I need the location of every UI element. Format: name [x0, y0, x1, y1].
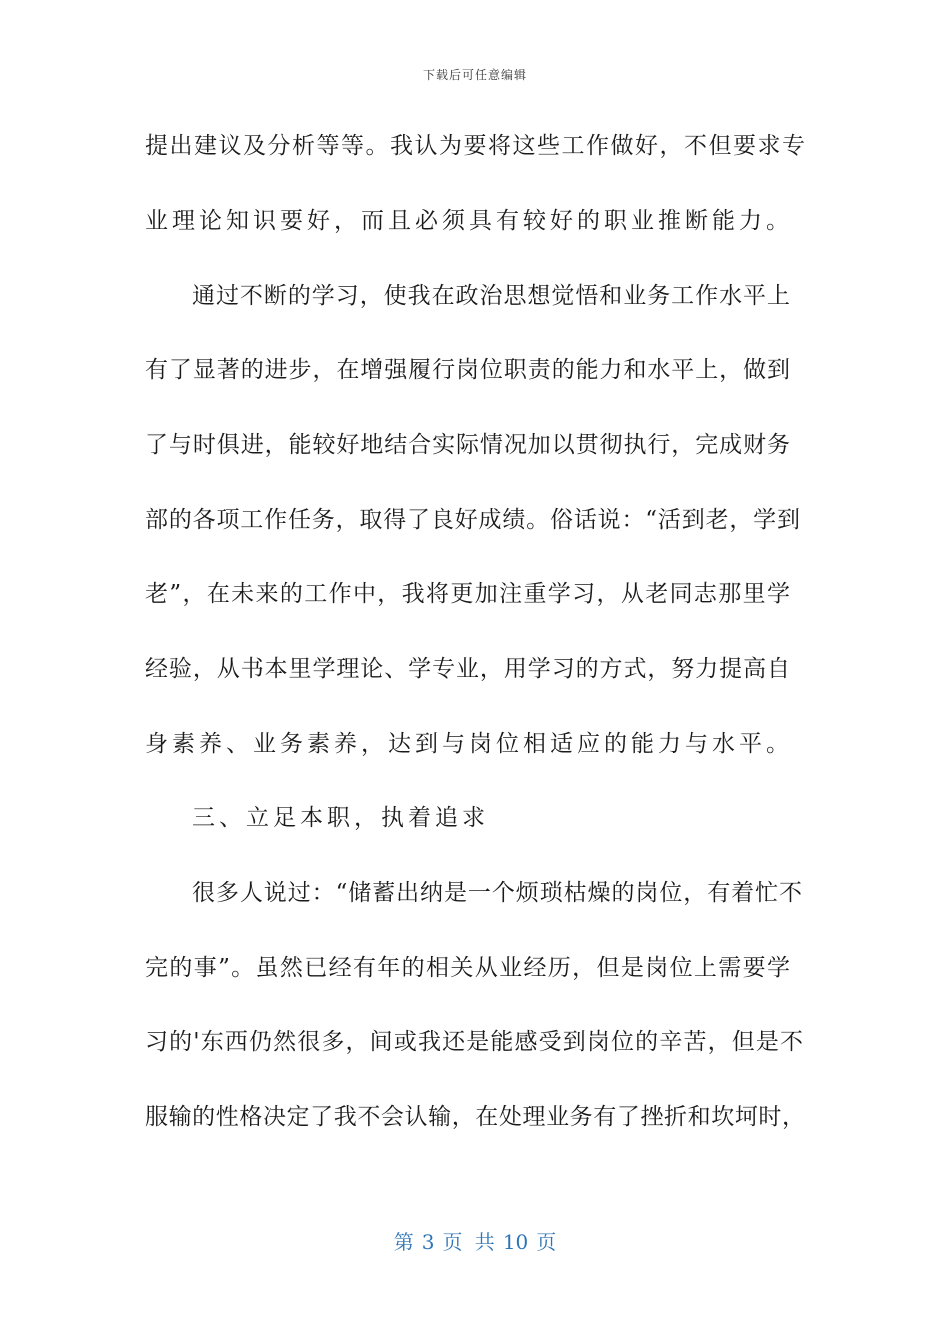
- page-header-note: 下载后可任意编辑: [422, 68, 527, 82]
- text-line-7: 老”，在未来的工作中，我将更加注重学习，从老同志那里学: [145, 581, 790, 607]
- page-prefix: 第: [393, 1230, 414, 1254]
- text-line-4: 有了显著的进步，在增强履行岗位职责的能力和水平上，做到: [145, 357, 790, 383]
- text-line-14: 服输的性格决定了我不会认输，在处理业务有了挫折和坎坷时，: [145, 1104, 805, 1130]
- page-suffix: 页: [536, 1230, 557, 1254]
- page-total: 10: [502, 1230, 529, 1254]
- text-line-5: 了与时俱进，能较好地结合实际情况加以贯彻执行，完成财务: [145, 432, 790, 458]
- text-line-2: 业理论知识要好，而且必须具有较好的职业推断能力。: [145, 208, 793, 234]
- text-line-8: 经验，从书本里学理论、学专业，用学习的方式，努力提高自: [145, 656, 790, 682]
- text-line-12: 完的事”。虽然已经有年的相关从业经历，但是岗位上需要学: [145, 955, 790, 981]
- text-line-11: 很多人说过：“储蓄出纳是一个烦琐枯燥的岗位，有着忙不: [192, 880, 802, 906]
- text-line-13: 习的'东西仍然很多，间或我还是能感受到岗位的辛苦，但是不: [145, 1029, 803, 1055]
- text-line-6: 部的各项工作任务，取得了良好成绩。俗话说：“活到老，学到: [145, 507, 800, 533]
- page-mid: 页 共: [442, 1230, 495, 1254]
- page-footer: [0, 1226, 950, 1255]
- section-heading: 三、立足本职，执着追求: [192, 805, 489, 831]
- text-line-1: 提出建议及分析等等。我认为要将这些工作做好，不但要求专: [145, 133, 805, 159]
- page-number: 3: [421, 1230, 435, 1254]
- text-line-9: 身素养、业务素养，达到与岗位相适应的能力与水平。: [145, 731, 793, 757]
- text-line-3: 通过不断的学习，使我在政治思想觉悟和业务工作水平上: [192, 283, 790, 309]
